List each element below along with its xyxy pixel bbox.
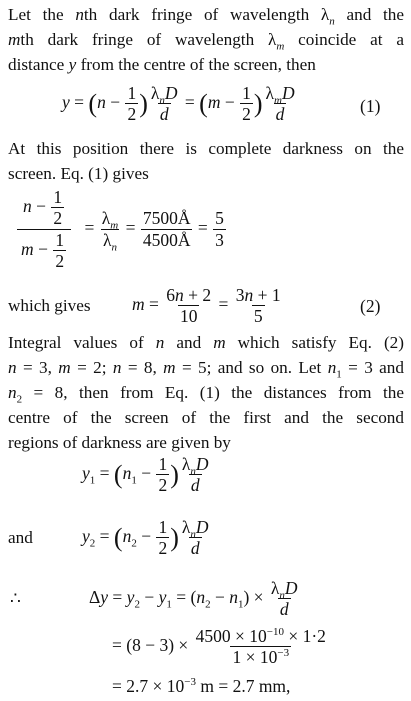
ratio-result-numerator: 5	[215, 208, 224, 229]
result-exponent: −3	[184, 676, 196, 689]
result-value: = 2.7 × 10	[112, 676, 185, 696]
equation-2-denominator-1: 10	[179, 306, 198, 327]
darkness-line-2: screen. Eq. (1) gives	[8, 164, 149, 183]
calculation-prefix: = (8 − 3) ×	[112, 634, 189, 655]
equation-y1: $y_1 = (n_1$ − $\frac{1}{2}$ ) $\frac{\lambda_nD}{d}$	[82, 454, 209, 496]
intro-line-1: Let the nth dark fringe of wavelength $\lambda_n$ and the	[8, 5, 404, 28]
calculation-numerator-tail: × 1·2	[283, 626, 326, 646]
equation-2-denominator-2: 5	[253, 306, 263, 327]
ratio-equation: n − $\frac{1}{2}$ m − $\frac{1}{2}$ = $\frac{\lambda_m}{\lambda_n}$ = $\frac{7500Å}{4500Å}$ = $\frac{5}{3}$	[8, 188, 227, 271]
calculation-numerator: 4500 × 10	[195, 626, 267, 646]
calculation-denominator: 1 × 10	[232, 647, 278, 668]
equation-delta-y: $\Delta y = y_2 - y_1 = (n_2 - n_1)$ × $\frac{\lambda_nD}{d}$	[89, 578, 298, 620]
therefore-symbol: ∴	[10, 589, 21, 608]
equation-1-number: (1)	[360, 96, 381, 116]
equation-2-number: (2)	[360, 296, 381, 316]
result-tail: m = 2.7 mm,	[195, 676, 291, 696]
integral-line-4: centre of the screen of the first and the second	[8, 408, 404, 427]
equation-1: y = (n − $\frac{1}{2}$ ) $\frac{\lambda_nD}{d}$ = (m − $\frac{1}{2}$ ) $\frac{\lambda_mD}{d}$	[62, 83, 295, 125]
equation-2-lead: which gives	[8, 296, 91, 315]
ratio-denominator-value: 4500Å	[142, 229, 191, 250]
final-result	[112, 676, 290, 697]
calculation-denominator-exponent: −3	[277, 647, 290, 660]
intro-paragraph	[8, 2, 404, 77]
darkness-line-1: At this position there is complete darkness on the	[8, 139, 404, 158]
intro-line-3: distance y from the centre of the screen, then	[8, 55, 316, 74]
integral-values-paragraph	[8, 330, 404, 455]
ratio-result-denominator: 3	[215, 229, 224, 250]
equation-2: m = $\frac{6n + 2}{10}$ = $\frac{3n + 1}{5}$	[132, 285, 281, 327]
integral-line-5: regions of darkness are given by	[8, 433, 231, 452]
integral-line-1: Integral values of n and m which satisfy Eq. (2)	[8, 333, 404, 352]
equation-calculation	[112, 627, 329, 667]
intro-line-2: mth dark fringe of wavelength $\lambda_m$ coincide at a	[8, 30, 404, 53]
integral-line-2: n = 3, m = 2; n = 8, m = 5; and so on. Let $n_1 = 3$ and	[8, 358, 404, 381]
equation-y2: $y_2 = (n_2$ − $\frac{1}{2}$ ) $\frac{\lambda_nD}{d}$	[82, 517, 209, 559]
darkness-paragraph	[8, 136, 404, 186]
calculation-numerator-exponent: −10	[266, 626, 284, 639]
ratio-numerator-value: 7500Å	[142, 208, 191, 229]
equation-y2-lead: and	[8, 528, 33, 547]
integral-line-3: $n_2 = 8$, then from Eq. (1) the distances from the	[8, 383, 404, 406]
